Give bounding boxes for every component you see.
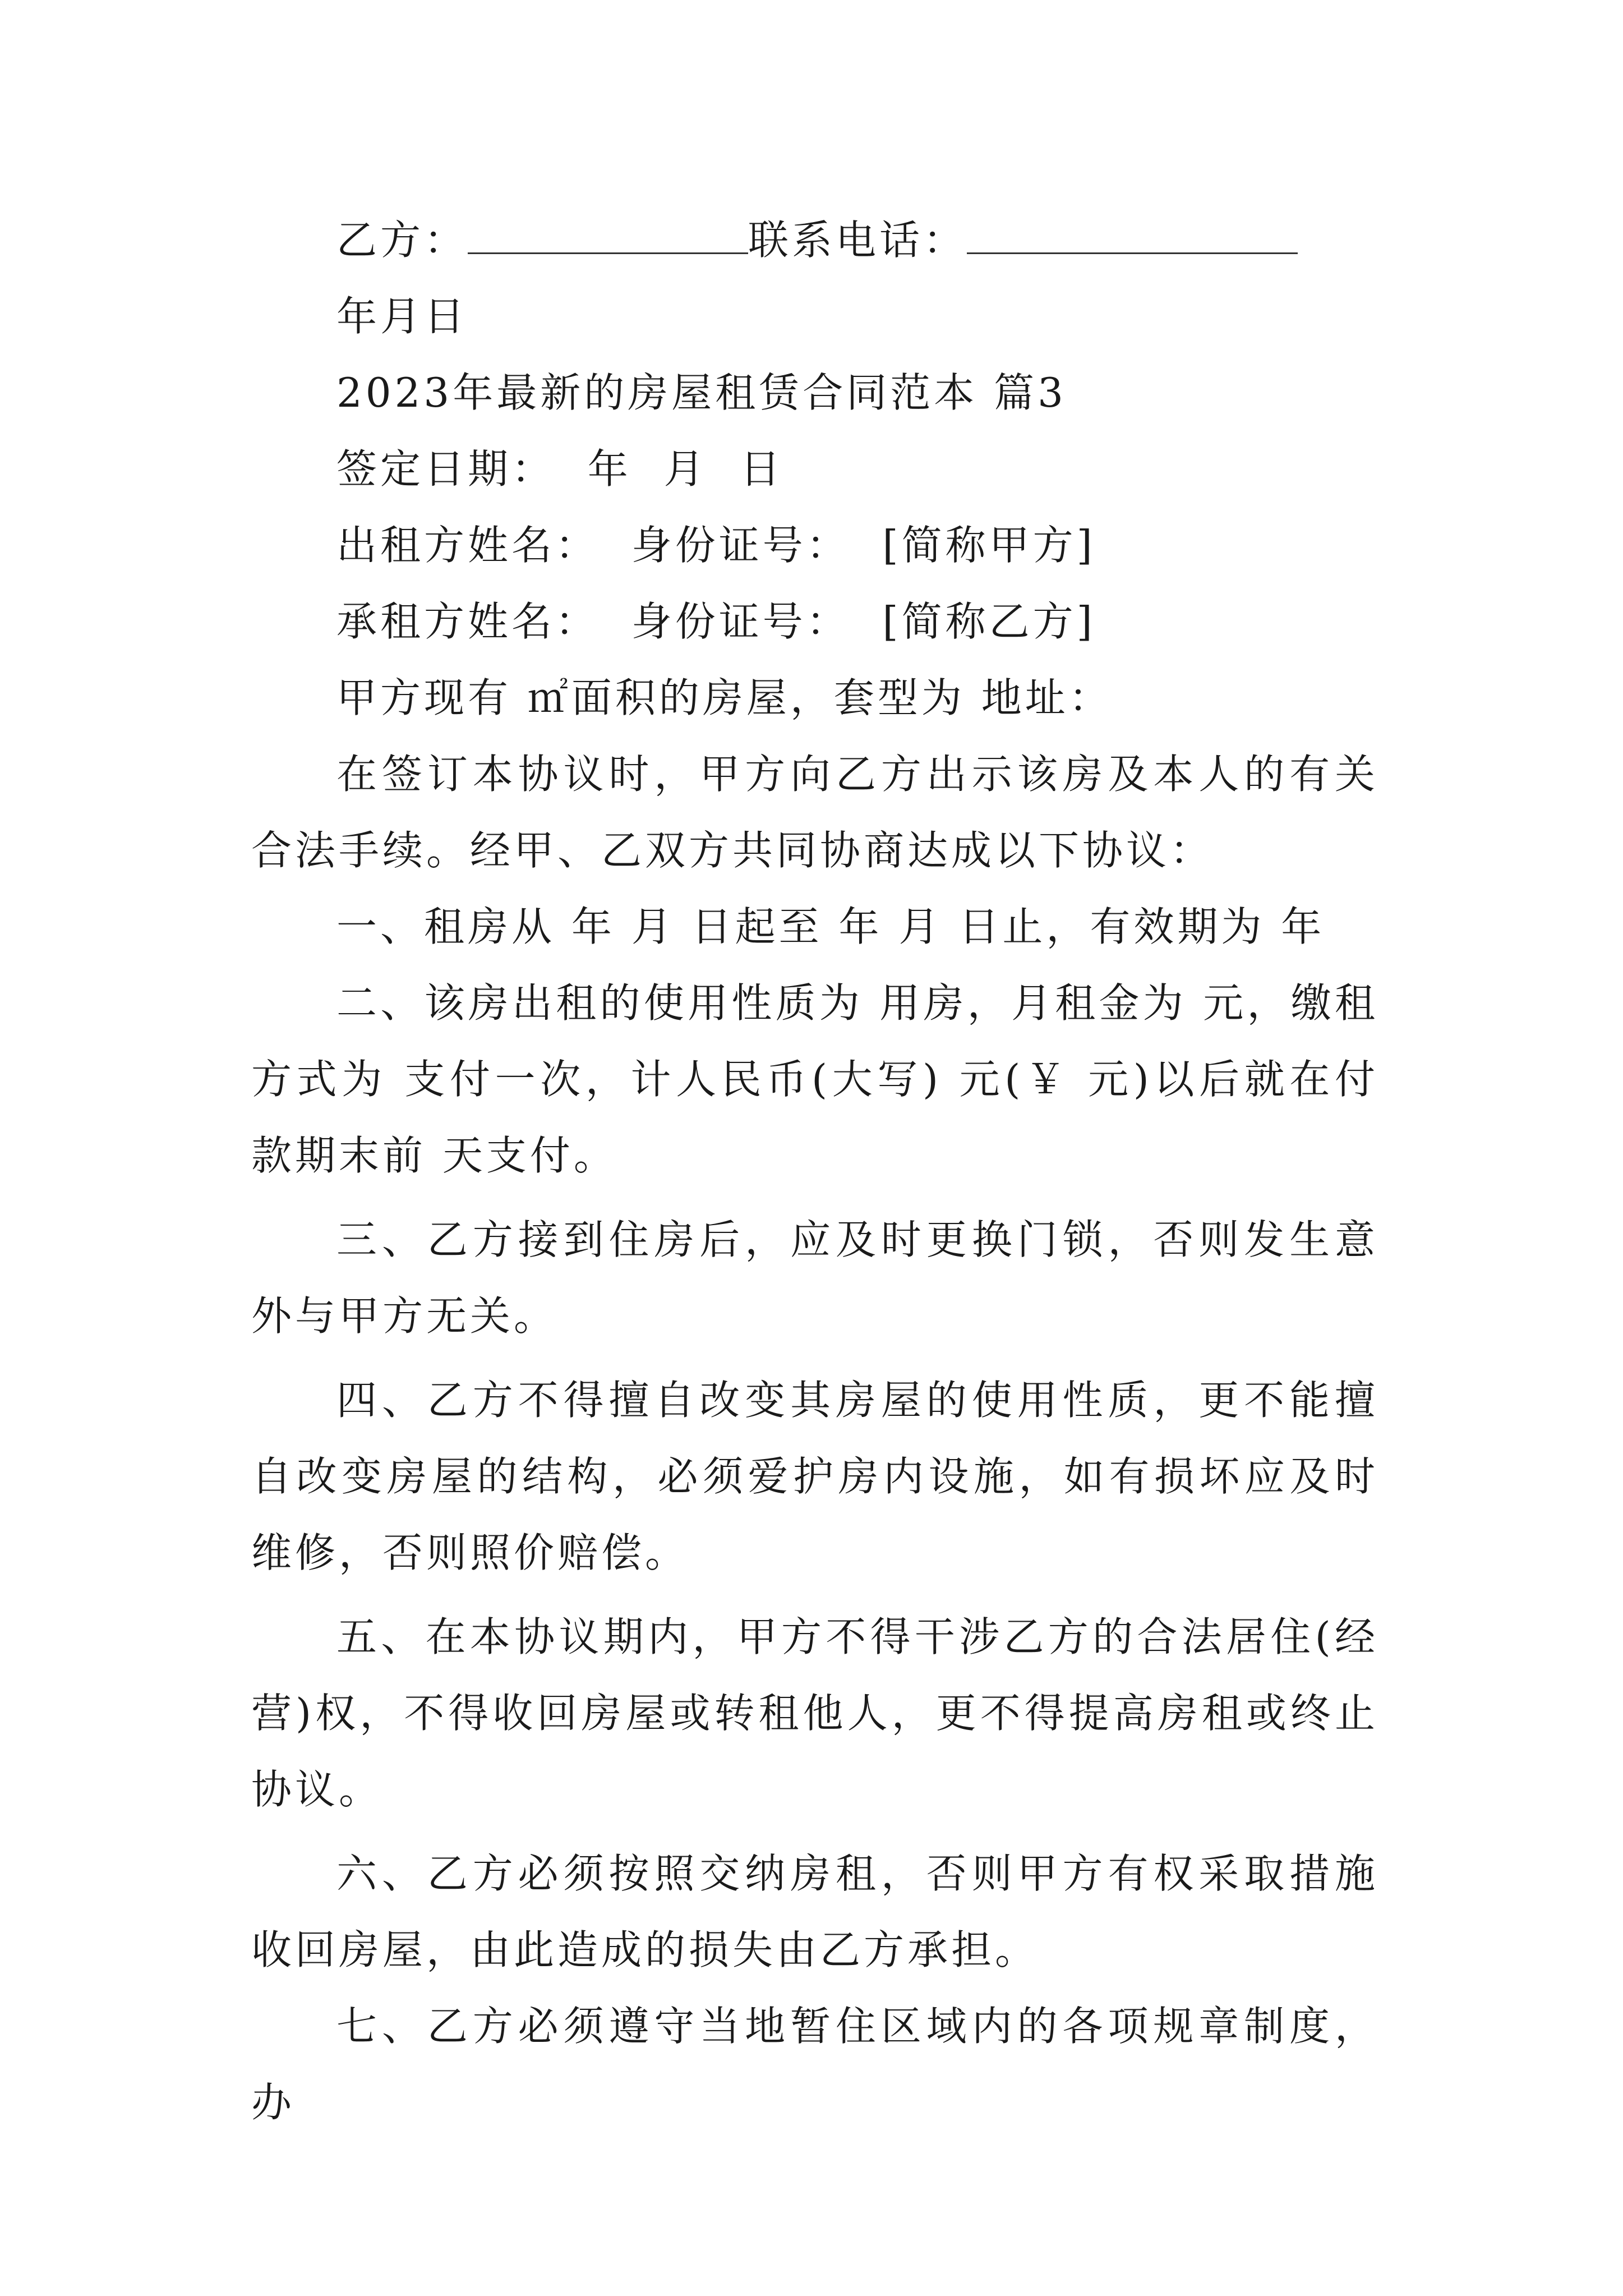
paragraph-clause-3: 三、乙方接到住房后，应及时更换门锁，否则发生意外与甲方无关。 <box>251 1216 1378 1340</box>
paragraph-clause-2: 二、该房出租的使用性质为 用房，月租金为 元，缴租方式为 支付一次，计人民币(大写) 元(￥ 元)以后就在付款期末前 天支付。 <box>251 979 1378 1179</box>
sign-date-line: 签定日期： 年 月 日 <box>336 445 784 493</box>
party-b-label: 乙方： <box>336 217 468 264</box>
section-title: 2023年最新的房屋租赁合同范本 篇3 <box>336 369 1067 416</box>
signature-row <box>251 202 1378 278</box>
paragraph-intro: 在签订本协议时，甲方向乙方出示该房及本人的有关合法手续。经甲、乙双方共同协商达成以下协议： <box>251 751 1378 874</box>
phone-label: 联系电话： <box>748 217 967 264</box>
paragraph-clause-7: 七、乙方必须遵守当地暂住区域内的各项规章制度，办 <box>251 2003 1378 2126</box>
phone-blank-line <box>967 219 1298 254</box>
paragraph-clause-4: 四、乙方不得擅自改变其房屋的使用性质，更不能擅自改变房屋的结构，必须爱护房内设施，如有损坏应及时维修，否则照价赔偿。 <box>251 1377 1378 1576</box>
paragraph-clause-6: 六、乙方必须按照交纳房租，否则甲方有权采取措施收回房屋，由此造成的损失由乙方承担。 <box>251 1850 1378 1973</box>
date-line: 年月日 <box>336 293 468 340</box>
lessee-line: 承租方姓名： 身份证号： [简称乙方] <box>336 598 1096 645</box>
house-line: 甲方现有 ㎡面积的房屋，套型为 地址： <box>336 674 1113 721</box>
paragraph-clause-5: 五、在本协议期内，甲方不得干涉乙方的合法居住(经营)权，不得收回房屋或转租他人，更不得提高房租或终止协议。 <box>251 1613 1378 1813</box>
document-page <box>251 202 1378 2141</box>
party-b-blank-line <box>468 219 748 254</box>
lessor-line: 出租方姓名： 身份证号： [简称甲方] <box>336 522 1096 569</box>
paragraph-clause-1: 一、租房从 年 月 日起至 年 月 日止，有效期为 年 <box>336 903 1325 950</box>
